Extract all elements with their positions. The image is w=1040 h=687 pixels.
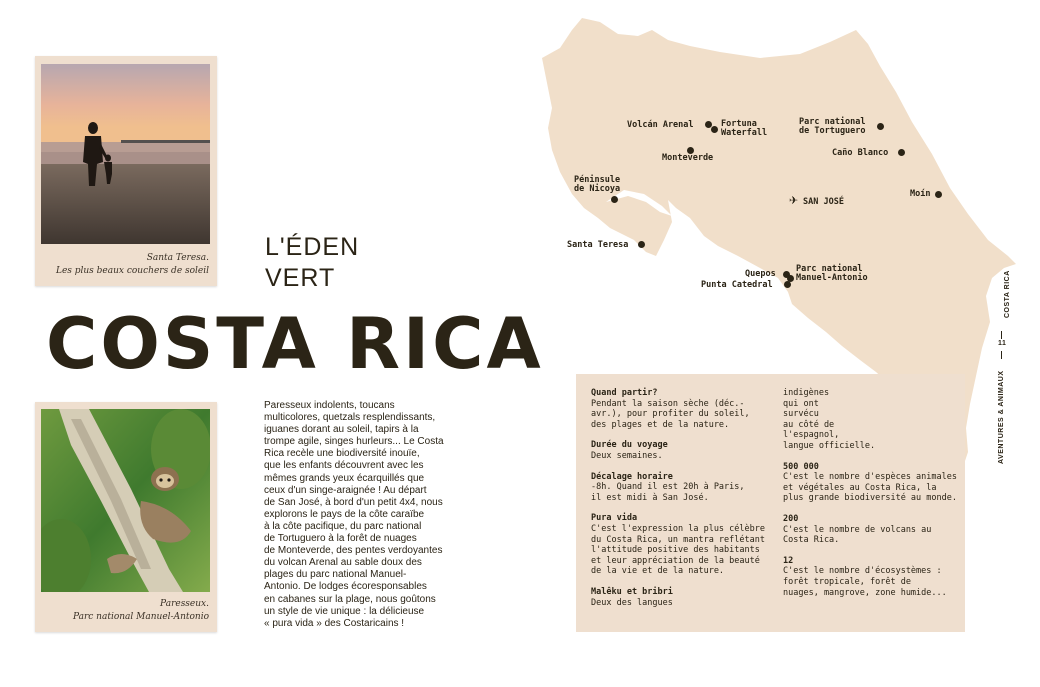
- subtitle-line: VERT: [265, 264, 336, 292]
- caption-line: Les plus beaux couchers de soleil: [55, 266, 209, 276]
- intro-line: de Monteverde, des pentes verdoyantes: [264, 545, 443, 557]
- intro-line: un style de vie unique : la délicieuse: [264, 605, 425, 617]
- info-body: -8h. Quand il est 20h à Paris, il est midi à San José.: [591, 482, 745, 503]
- info-item: [591, 388, 771, 430]
- intro-line: ceux d'un singe-araignée ! Au départ: [264, 484, 427, 496]
- airplane-icon: ✈: [789, 194, 799, 207]
- info-body: C'est l'expression la plus célèbre du Costa Rica, un mantra reflétant l'attitude positive des habitants et leur appréciation de la beauté de la vie et de la nature.: [591, 523, 765, 577]
- info-body: C'est le nombre d'espèces animales et végétales au Costa Rica, la plus grande biodiversité au monde.: [783, 472, 957, 504]
- caption-sloth: [39, 598, 209, 624]
- intro-line: iguanes dorant au soleil, tapirs à la: [264, 424, 419, 436]
- intro-line: à la côte pacifique, du parc national: [264, 520, 422, 532]
- info-body: Deux semaines.: [591, 450, 663, 461]
- intro-line: explorons le pays de la côte caraïbe: [264, 508, 425, 520]
- sidebar-section: AVENTURES & ANIMAUX: [998, 370, 1005, 464]
- label-san-jose: SAN JOSÉ: [803, 197, 844, 207]
- caption-line: Paresseux.: [160, 599, 209, 609]
- intro-line: du volcan Arenal au sable doux des: [264, 557, 422, 569]
- info-heading: Quand partir?: [591, 388, 658, 398]
- info-item: [783, 462, 963, 504]
- caption-line: Santa Teresa.: [146, 253, 209, 263]
- info-heading: Malêku et bribri: [591, 586, 673, 597]
- info-heading: Pura vida: [591, 513, 638, 524]
- page-title: COSTA RICA: [46, 303, 544, 385]
- info-heading: 12: [783, 555, 794, 566]
- info-heading: 500 000: [783, 461, 819, 472]
- sidebar-country: COSTA RICA: [1004, 270, 1011, 318]
- info-item: [783, 556, 963, 598]
- label-cano-blanco: Caño Blanco: [832, 148, 889, 158]
- intro-line: multicolores, quetzals resplendissants,: [264, 412, 436, 424]
- info-heading: 200: [783, 513, 799, 524]
- info-body: C'est le nombre d'écosystèmes : forêt tropicale, forêt de nuages, mangrove, zone humide...: [783, 566, 947, 598]
- intro-line: Antonio. De lodges écoresponsables: [264, 581, 427, 593]
- info-body: Deux des langues: [591, 597, 673, 608]
- intro-line: de San José, à bord d'un petit 4x4, nous: [264, 496, 443, 508]
- label-moin: Moín: [910, 189, 931, 199]
- label-quepos: Quepos: [745, 269, 776, 279]
- info-body: indigènes qui ont survécu au côté de l'espagnol, langue officielle.: [783, 388, 876, 451]
- label-santa-teresa: Santa Teresa: [567, 240, 629, 250]
- label-arenal: Volcán Arenal: [627, 120, 694, 130]
- marker-punta-catedral: [784, 281, 791, 288]
- intro-line: de Tortuguero à la forêt de nuages: [264, 533, 417, 545]
- intro-line: mêmes grands yeux écarquillés que: [264, 472, 425, 484]
- info-item: [591, 513, 771, 577]
- label-nicoya: Péninsule de Nicoya: [574, 175, 621, 194]
- label-monteverde: Monteverde: [662, 153, 714, 163]
- marker-moin: [935, 191, 942, 198]
- info-body: C'est le nombre de volcans au Costa Rica.: [783, 524, 932, 546]
- subtitle: [265, 232, 359, 294]
- intro-line: « pura vida » des Costaricains !: [264, 617, 405, 629]
- intro-line: trompe agile, singes hurleurs... Le Costa: [264, 436, 444, 448]
- label-tortuguero: Parc national de Tortuguero: [799, 117, 866, 136]
- info-item: [591, 440, 771, 461]
- marker-santa-teresa: [638, 241, 645, 248]
- sunset-beach-photo: [41, 64, 210, 244]
- info-body: Pendant la saison sèche (déc.- avr.), pour profiter du soleil, des plages et de la nature.: [591, 398, 750, 430]
- sloth-photo: [41, 409, 210, 592]
- caption-santa-teresa: [39, 252, 209, 278]
- intro-paragraph: [264, 400, 464, 630]
- intro-line: Paresseux indolents, toucans: [264, 400, 395, 411]
- marker-tortuguero: [877, 123, 884, 130]
- photo-card-santa-teresa: [35, 56, 217, 286]
- info-heading: Décalage horaire: [591, 471, 673, 482]
- info-item: [783, 388, 963, 452]
- info-heading: Durée du voyage: [591, 440, 668, 451]
- intro-line: Rica recèle une biodiversité inouïe,: [264, 448, 420, 460]
- caption-line: Parc national Manuel-Antonio: [72, 612, 209, 622]
- marker-nicoya: [611, 196, 618, 203]
- subtitle-line: L'ÉDEN: [265, 233, 360, 261]
- info-box: [576, 374, 965, 632]
- label-punta-catedral: Punta Catedral: [701, 280, 773, 290]
- intro-line: que les enfants découvrent avec les: [264, 460, 424, 472]
- marker-cano-blanco: [898, 149, 905, 156]
- info-item: [783, 514, 963, 546]
- info-column-right: [783, 388, 963, 608]
- photo-card-sloth: [35, 402, 217, 632]
- sidebar-divider: [1001, 331, 1002, 339]
- info-item: [591, 587, 771, 608]
- intro-line: en cabanes sur la plage, nous goûtons: [264, 593, 436, 605]
- marker-fortuna: [711, 126, 718, 133]
- sidebar-divider: [1001, 351, 1002, 359]
- info-item: [591, 472, 771, 504]
- intro-line: plages du parc national Manuel-: [264, 569, 407, 581]
- info-column-left: [591, 388, 771, 618]
- label-fortuna: Fortuna Waterfall: [721, 119, 768, 138]
- label-manuel-antonio: Parc national Manuel-Antonio: [796, 264, 868, 283]
- sidebar-page-number: 11: [998, 340, 1007, 347]
